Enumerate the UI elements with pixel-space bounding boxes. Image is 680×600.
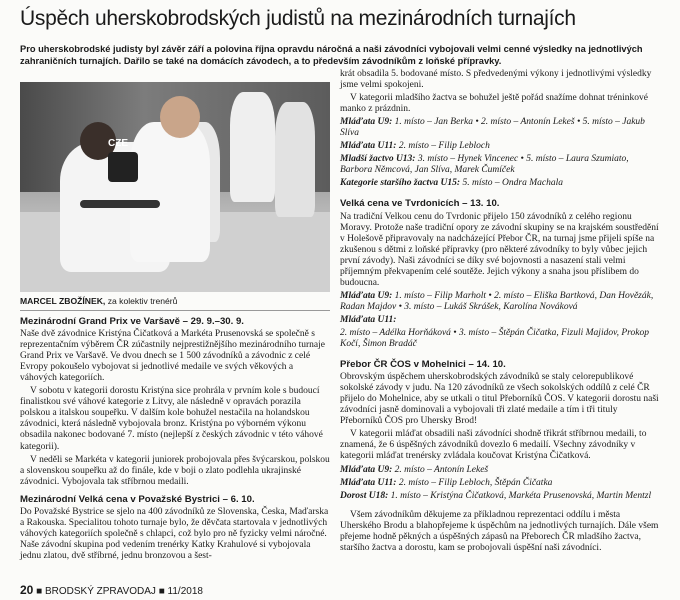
result-line: Dorost U18: 1. místo – Kristýna Čičatková, Markéta Prusenovská, Martin Mentzl	[340, 490, 652, 501]
result-line: 2. místo – Adélka Horňáková • 3. místo – Štěpán Čičatka, Fizuli Majidov, Prokop Kočí, Šimon Bradáč	[340, 327, 649, 350]
paragraph: V sobotu v kategorii dorostu Kristýna sice prohrála v prvním kole s budoucí finalistkou své váhové kategorie z Litvy, ale následně v opravách porazila polskou a italskou soupeřku. V dalším kole bohužel nestačila na holandskou závodnici, která následně vybojovala bronz. Kristýna po výborném výkonu obsadila nakonec bodované 7. místo (nejlepší z českých závodnic v této váhové kategorii).	[20, 386, 323, 452]
issue-number: 11/2018	[167, 586, 203, 597]
result-line: Mláďata U9: 2. místo – Antonín Lekeš	[340, 464, 489, 475]
paragraph: Na tradiční Velkou cenu do Tvrdonic přijelo 150 závodníků z celého regionu Moravy. Protože naše tradiční opory ze závodní skupiny se na krajském soustředění v Holešově připravovaly na nadcházející Přebor ČR, na turnaj jsme přijeli spíše na zkušenou s dětmi z loňské přípravky (pro některé závodníky to byly vůbec jejich první závody). Naši závodníci se díky své bojovnosti a nasazení stali velmi příjemným překvapením celé soutěže. Jejich výkony a snaha jsou příslibem do budoucna.	[340, 211, 659, 288]
paragraph: V kategorii mladšího žactva se bohužel ještě pořád snažíme dohnat tréninkové manko z prázdnin.	[340, 93, 648, 115]
footer-bullet: ■	[158, 586, 165, 597]
result-line: Mláďata U9: 1. místo – Filip Marholt • 2. místo – Eliška Bartková, Dan Hovězák, Radan Majdov • 3. místo – Lukáš Skrášek, Karolína Nováková	[340, 290, 654, 312]
publication-name: BRODSKÝ ZPRAVODAJ	[44, 586, 156, 597]
caption-divider	[20, 310, 330, 311]
left-column	[20, 316, 330, 564]
paragraph: Obrovským úspěchem uherskobrodských závodníků se staly celorepublikové sokolské závody v judu. Na 120 závodníků ze všech sokolských oddílů z celé ČR přijelo do Mohelnice, aby se utkali o titul Přeborníků ČOS. V kategorii dorostu naši závodníci jasně dominovali a vybojovali tři zlaté medaile a tím i tři tituly Přeborníků ČOS pro Uhersky Brod!	[340, 372, 659, 427]
paragraph: Naše dvě závodnice Kristýna Čičatková a Markéta Prusenovská se společně s reprezentačním výběrem ČR zúčastnily nejprestižnějšího mezinárodního turnaje Grand Prix ve Varšavě. Ve dvou dnech se 1 500 závodníků a závodnic z celé Evropy pokoušelo vybojovat si jednotlivé medaile ve svých věkových a váhových kategoriích.	[20, 329, 325, 384]
closing-paragraph: Všem závodníkům děkujeme za příkladnou reprezentaci oddílu i města Uherského Brodu a blahopřejeme k úspěchům na jednotlivých turnajích. Dále všem přejeme hodně pěkných a úspěšných zápasů na Přeborech ČR mladšího žactva, staršího žactva a dorostu, kam se probojovali úspěšní naši závodníci.	[340, 509, 659, 553]
section-heading-povazska: Mezinárodní Velká cena v Považské Bystrici – 6. 10.	[20, 493, 255, 505]
paragraph: krát obsadila 5. bodované místo. S předvedenými výkony i jednotlivými výsledky jsme velmi spokojeni.	[340, 69, 652, 91]
article-intro: Pro uherskobrodské judisty byl závěr září a polovina října opravdu náročná a naši závodníci vybojovali velmi cenné výsledky na jednotlivých zahraničních turnajích. Dařilo se také na domácích závodech, a to především závodníkům z loňské přípravky.	[20, 44, 643, 66]
photo-caption	[20, 296, 330, 307]
page-number: 20	[20, 583, 34, 597]
result-line: Mláďata U9: 1. místo – Jan Berka • 2. místo – Antonín Lekeš • 5. místo – Jakub Slíva	[340, 117, 645, 139]
result-line: Mláďata U11: 2. místo – Filip Lebloch	[340, 141, 490, 152]
footer-bullet: ■	[36, 586, 43, 597]
paragraph: V kategorii mláďat obsadili naši závodníci shodně třikrát stříbrnou medaili, to znamená, že 6 úspěšných závodníků dovezlo 6 medailí. Všechny závodníky v kategorii mláďat trenérsky zvládala koučovat Kristýna Čičatková.	[340, 429, 647, 462]
right-column	[340, 69, 662, 556]
judo-photo	[20, 82, 330, 292]
page-footer	[20, 583, 203, 599]
result-line: Mláďata U11: 2. místo – Filip Lebloch, Štěpán Čičatka	[340, 477, 553, 488]
section-heading-mohelnice: Přebor ČR ČOS v Mohelnici – 14. 10.	[340, 359, 506, 371]
jacket-text: CZE	[108, 138, 128, 149]
paragraph: Do Považské Bystrice se sjelo na 400 závodníků ze Slovenska, Česka, Maďarska a Rakouska. Specialitou tohoto turnaje bylo, že děvčata startovala v jednotlivých váhových kategoriích společně s chlapci, což bylo pro ně fyzicky velmi náročné. Naše závodní skupina pod vedením trenérky Katky Krahulové si vybojovala jednu zlatou, dvě stříbrné, jednu bronzovou a šest-	[20, 506, 329, 561]
section-heading-tvrdonice: Velká cena ve Tvrdonicích – 13. 10.	[340, 198, 500, 210]
result-line: Mladší žactvo U13: 3. místo – Hynek Vincenec • 5. místo – Laura Szumiato, Barbora Němcová, Jan Slíva, Marek Čumíček	[340, 154, 629, 176]
caption-role: za kolektiv trenérů	[107, 296, 178, 306]
paragraph: V neděli se Markéta v kategorii juniorek probojovala přes švýcarskou, polskou a slovenskou soupeřku až do finále, kde v boji o zlato podlehla ukrajinské závodnici. Vybojovala tak stříbrnou medaili.	[20, 454, 330, 487]
section-heading-warsaw: Mezinárodní Grand Prix ve Varšavě – 29. 9.–30. 9.	[20, 316, 244, 327]
article-headline: Úspěch uherskobrodských judistů na mezinárodních turnajích	[20, 7, 576, 30]
result-line: Kategorie staršího žactva U15: 5. místo – Ondra Machala	[340, 178, 563, 189]
caption-name: MARCEL ZBOŽÍNEK,	[20, 296, 106, 306]
result-line: Mláďata U11:	[340, 314, 397, 325]
